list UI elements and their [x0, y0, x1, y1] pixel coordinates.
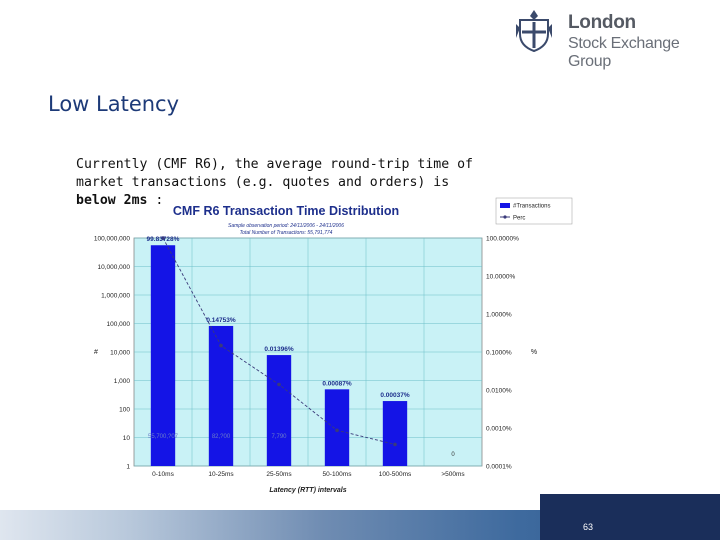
legend-box — [496, 198, 572, 224]
y-tick-label-right: 100.0000% — [486, 235, 519, 243]
brand-line-1: London — [568, 12, 636, 33]
perc-value-label: 99.83728% — [146, 236, 180, 244]
y-tick-label-right: 0.0010% — [486, 425, 512, 433]
lseg-logo — [514, 8, 714, 70]
x-tick-label: 50-100ms — [322, 471, 352, 478]
y-tick-label-right: 0.0100% — [486, 387, 512, 395]
perc-value-label: 0.14753% — [206, 316, 236, 324]
y-tick-label-left: 1,000 — [113, 378, 130, 385]
bar — [325, 389, 349, 466]
y-tick-label-left: 1 — [126, 463, 130, 471]
perc-value-label: 0.00087% — [322, 380, 352, 388]
chart-title: CMF R6 Transaction Time Distribution — [172, 204, 400, 218]
perc-point — [277, 383, 281, 387]
bar-value-label: 82,?00 — [211, 434, 231, 440]
x-tick-label: 25-50ms — [266, 471, 292, 478]
x-axis-label: Latency (RTT) intervals — [269, 487, 347, 494]
y-tick-label-left: 10,000 — [110, 349, 130, 357]
bar-value-label: 0 — [451, 452, 455, 458]
legend-label-bars: #Transactions — [513, 203, 551, 210]
perc-value-label: 0.01396% — [264, 346, 294, 354]
y-tick-label-right: 0.0001% — [486, 463, 512, 471]
y-tick-label-left: 1,000,000 — [101, 292, 130, 300]
perc-value-label: 0.00037% — [380, 392, 410, 400]
perc-point — [335, 428, 339, 432]
bar — [267, 355, 291, 466]
y-tick-label-left: 10,000,000 — [97, 264, 130, 271]
y-tick-label-left: 100 — [119, 406, 130, 414]
legend-swatch-point — [503, 215, 506, 218]
perc-point — [393, 443, 397, 447]
chart-subtitle-2: Total Number of Transactions: 55,791,774 — [239, 230, 333, 236]
bar — [383, 401, 407, 466]
body-text-pre: Currently (CMF R6), the average round-trip time of market transactions (e.g. quotes and orders) is — [76, 157, 473, 190]
y-tick-label-right: 1.0000% — [486, 311, 512, 319]
footer-dark-block — [540, 494, 720, 540]
legend-swatch-bars — [500, 203, 510, 208]
x-tick-label: 0-10ms — [152, 471, 174, 478]
y-tick-label-left: 100,000,000 — [93, 235, 130, 243]
x-tick-label: 100-500ms — [378, 471, 412, 478]
y-tick-label-right: 0.1000% — [486, 349, 512, 357]
perc-point — [219, 344, 223, 348]
x-tick-label: 10-25ms — [208, 471, 234, 478]
slide-title: Low Latency — [48, 92, 180, 116]
y-axis-label-right: % — [530, 349, 538, 356]
body-text-bold: below 2ms — [76, 193, 148, 208]
latency-chart — [76, 196, 576, 496]
legend-label-line: Perc — [513, 215, 526, 222]
bar-value-label: 7,790 — [271, 434, 287, 440]
x-tick-label: >500ms — [441, 471, 465, 478]
body-text-post: : — [147, 193, 164, 208]
y-axis-label-left: # — [94, 349, 98, 356]
crest-icon — [514, 8, 554, 52]
page-number: 63 — [583, 522, 594, 532]
y-tick-label-left: 100,000 — [106, 321, 130, 328]
brand-line-2: Stock Exchange Group — [568, 35, 680, 70]
y-tick-label-left: 10 — [122, 435, 130, 442]
bar — [151, 245, 175, 466]
latency-chart-svg — [76, 196, 576, 496]
bar-value-label: 55,700,?07 — [147, 434, 179, 440]
y-tick-label-right: 10.0000% — [486, 273, 516, 281]
chart-subtitle-1: Sample observation period: 24/11/2006 - 24/11/2006 — [227, 223, 345, 229]
